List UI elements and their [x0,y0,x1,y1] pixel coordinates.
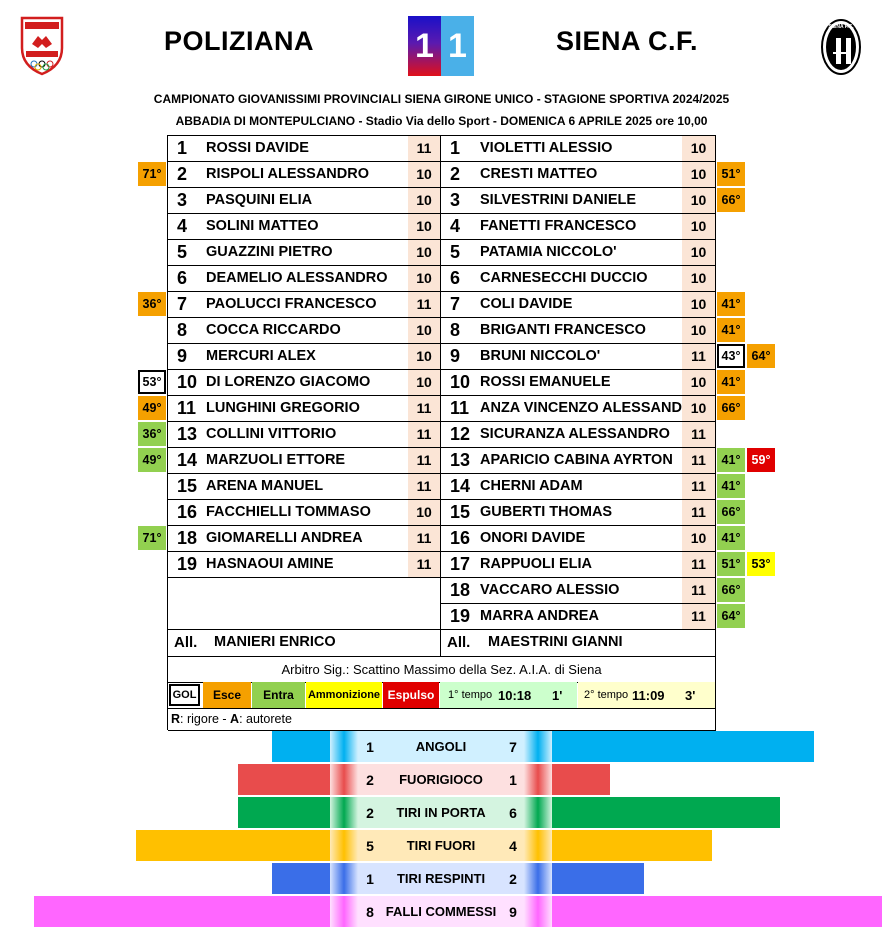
away-stat-value: 9 [509,903,517,920]
player-age: 10 [408,318,440,343]
player-number: 15 [177,475,198,496]
player-name: PATAMIA NICCOLO' [480,244,617,260]
player-age: 11 [682,344,715,369]
player-name: GUBERTI THOMAS [480,504,613,520]
away_players-player-row [441,187,715,213]
home_players-player-row [168,395,440,421]
championship-line: CAMPIONATO GIOVANISSIMI PROVINCIALI SIENA GIRONE UNICO - STAGIONE SPORTIVA 2024/2025 [153,92,730,106]
player-age: 10 [682,214,715,239]
second-half-time: 11:09 [632,687,665,703]
row-divider [441,135,716,136]
home-stat-value: 1 [366,870,374,887]
event-entra: 51° [717,552,745,576]
row-divider [168,213,440,214]
player-number: 11 [450,397,470,418]
second-half-box [578,682,715,708]
player-number: 16 [450,527,471,548]
home-stat-gradient [330,863,358,894]
away_players-player-row [441,239,715,265]
row-divider [168,447,440,448]
home-team-name: POLIZIANA [164,26,314,56]
player-name: MERCURI ALEX [206,348,316,364]
player-name: PASQUINI ELIA [206,192,313,208]
stat-label: TIRI FUORI [406,838,476,853]
away_players-player-row [441,473,715,499]
home_players-player-row [168,317,440,343]
stat-row [330,764,552,795]
player-age: 11 [408,474,440,499]
home-stat-bar [272,863,330,894]
player-age: 11 [682,552,715,577]
player-name: VIOLETTI ALESSIO [480,140,613,156]
home-stat-bar [238,797,330,828]
venue-line: ABBADIA DI MONTEPULCIANO - Stadio Via dello Sport - DOMENICA 6 APRILE 2025 ore 10,00 [175,114,708,128]
row-divider [168,343,440,344]
player-age: 10 [408,344,440,369]
event-esce: 66° [717,396,745,420]
player-number: 4 [177,215,188,236]
player-number: 3 [450,189,461,210]
player-age: 10 [682,526,715,551]
player-age: 11 [682,474,715,499]
home_players-player-row [168,525,440,551]
player-age: 10 [682,162,715,187]
row-divider [441,525,716,526]
first-half-box [440,682,577,708]
row-divider [168,577,440,578]
stat-label: FUORIGIOCO [399,772,483,787]
event-entra: 41° [717,526,745,550]
player-number: 13 [450,449,471,470]
player-name: ARENA MANUEL [206,478,324,494]
player-age: 10 [408,266,440,291]
first-half-time: 10:18 [498,687,532,703]
player-age: 10 [682,240,715,265]
player-number: 2 [177,163,188,184]
stat-row [330,797,552,828]
away-stat-bar [552,731,814,762]
legend-gol: GOL [169,684,200,706]
player-name: MARZUOLI ETTORE [206,452,346,468]
home_players-player-row [168,187,440,213]
event-esce: 41° [717,318,745,342]
player-age: 10 [408,214,440,239]
row-divider [441,291,716,292]
stat-label: FALLI COMMESSI [385,904,497,919]
player-age: 10 [682,188,715,213]
home_players-player-row [168,213,440,239]
home-stat-bar [238,764,330,795]
home-coach-name: MANIERI ENRICO [214,634,336,650]
away_players-player-row [441,213,715,239]
row-divider [168,239,440,240]
event-entra: 66° [717,500,745,524]
player-name: SICURANZA ALESSANDRO [480,426,670,442]
away-stat-gradient [524,764,552,795]
first-half-extra: 1' [552,687,563,703]
player-number: 19 [177,553,198,574]
event-entra: 71° [138,526,166,550]
row-divider [441,473,716,474]
player-age: 10 [682,266,715,291]
row-divider [168,187,440,188]
row-divider [168,525,440,526]
row-divider [168,265,440,266]
away-stat-gradient [524,830,552,861]
player-number: 19 [450,605,471,626]
player-name: CARNESECCHI DUCCIO [480,270,648,286]
player-number: 13 [177,423,198,444]
away_players-player-row [441,577,715,603]
player-number: 10 [450,371,471,392]
row-divider [441,447,716,448]
away_players-player-row [441,499,715,525]
away_players-player-row [441,317,715,343]
row-divider [441,239,716,240]
poliziana-logo [18,14,66,76]
away-stat-value: 7 [509,738,517,755]
away-stat-bar [552,797,780,828]
away_players-player-row [441,161,715,187]
player-name: MARRA ANDREA [480,608,599,624]
home_players-player-row [168,421,440,447]
player-number: 18 [450,579,471,600]
player-age: 11 [408,448,440,473]
away-coach-name: MAESTRINI GIANNI [488,634,623,650]
home_players-player-row [168,343,440,369]
player-age: 10 [408,162,440,187]
home_players-player-row [168,239,440,265]
player-number: 1 [177,137,188,158]
row-divider [168,161,440,162]
home_players-player-row [168,265,440,291]
player-age: 10 [682,292,715,317]
row-divider [441,421,716,422]
away-stat-bar [552,863,644,894]
player-name: APARICIO CABINA AYRTON [480,452,673,468]
player-name: HASNAOUI AMINE [206,556,334,572]
player-number: 18 [177,527,198,548]
home-stat-gradient [330,896,358,927]
stat-label: ANGOLI [415,739,467,754]
player-name: SILVESTRINI DANIELE [480,192,637,208]
away-stat-gradient [524,731,552,762]
player-age: 10 [408,240,440,265]
player-age: 10 [682,136,715,161]
event-entra: 49° [138,448,166,472]
stat-label: TIRI RESPINTI [396,871,486,886]
player-number: 14 [450,475,471,496]
legend-ammonizione: Ammonizione [306,682,382,708]
row-divider [168,499,440,500]
home_players-player-row [168,135,440,161]
player-name: DEAMELIO ALESSANDRO [206,270,388,286]
away_players-player-row [441,525,715,551]
row-divider [168,421,440,422]
player-number: 2 [450,163,461,184]
away-stat-value: 1 [509,771,517,788]
row-divider [441,369,716,370]
player-name: CHERNI ADAM [480,478,583,494]
event-esce: 41° [717,292,745,316]
away-stat-bar [552,830,712,861]
away-stat-gradient [524,797,552,828]
home-stat-bar [34,896,330,927]
note-r-text: : rigore - [180,712,231,726]
event-entra: 41° [717,474,745,498]
player-number: 1 [450,137,461,158]
player-number: 15 [450,501,471,522]
away_players-player-row [441,447,715,473]
home_players-player-row [168,551,440,577]
legend-row [168,682,715,708]
second-half-label: 2° tempo [584,689,629,701]
legend-esce: Esce [203,682,251,708]
event-esce: 66° [717,188,745,212]
away-coach-row [441,629,715,655]
legend-espulso: Espulso [383,682,439,708]
row-divider [441,161,716,162]
player-name: BRIGANTI FRANCESCO [480,322,646,338]
away_players-player-row [441,395,715,421]
row-divider [441,395,716,396]
player-name: ROSSI DAVIDE [206,140,309,156]
stat-row [330,731,552,762]
player-number: 7 [450,293,461,314]
player-name: ONORI DAVIDE [480,530,586,546]
player-number: 9 [450,345,461,366]
player-name: GIOMARELLI ANDREA [206,530,363,546]
home-stat-value: 1 [366,738,374,755]
home_players-player-row [168,161,440,187]
home_players-player-row [168,473,440,499]
player-age: 10 [682,370,715,395]
home-stat-gradient [330,797,358,828]
away_players-player-row [441,135,715,161]
second-half-extra: 3' [685,687,696,703]
player-number: 8 [177,319,188,340]
away-stat-gradient [524,896,552,927]
home-stat-bar [136,830,330,861]
row-divider [441,551,716,552]
home_players-player-row [168,291,440,317]
event-esce: 41° [717,370,745,394]
home_players-player-row [168,447,440,473]
event-entra: 41° [717,448,745,472]
player-number: 6 [450,267,461,288]
event-gol: 53° [138,370,166,394]
row-divider [168,395,440,396]
referee-row [168,656,715,682]
event-esce: 49° [138,396,166,420]
note-a-text: : autorete [239,712,292,726]
player-age: 11 [408,136,440,161]
player-age: 10 [682,318,715,343]
player-name: GUAZZINI PIETRO [206,244,333,260]
player-age: 10 [408,370,440,395]
away-stat-bar [552,764,610,795]
event-entra: 36° [138,422,166,446]
player-number: 17 [450,553,471,574]
event-esce: 51° [717,162,745,186]
row-divider [168,551,440,552]
row-divider [441,187,716,188]
player-age: 11 [682,448,715,473]
player-age: 11 [682,422,715,447]
player-age: 10 [682,396,715,421]
event-entra: 66° [717,578,745,602]
note-r: R [171,712,181,726]
stat-row [330,863,552,894]
player-number: 6 [177,267,188,288]
referee-text: Arbitro Sig.: Scattino Massimo della Sez. A.I.A. di Siena [281,661,602,677]
row-divider [168,473,440,474]
away-stat-bar [552,896,882,927]
player-name: VACCARO ALESSIO [480,582,620,598]
row-divider [168,369,440,370]
stat-row [330,830,552,861]
player-name: PAOLUCCI FRANCESCO [206,296,377,312]
player-number: 8 [450,319,461,340]
player-number: 14 [177,449,198,470]
player-age: 10 [408,188,440,213]
home_players-player-row [168,499,440,525]
event-espulso: 59° [747,448,775,472]
player-name: RAPPUOLI ELIA [480,556,592,572]
row-divider [441,577,716,578]
table-border [715,135,716,730]
stat-label: TIRI IN PORTA [396,805,486,820]
away-stat-value: 4 [509,837,517,854]
home-stat-value: 5 [366,837,374,854]
home-stat-value: 8 [366,903,374,920]
event-ammonizione: 53° [747,552,775,576]
home-stat-gradient [330,731,358,762]
event-entra: 64° [717,604,745,628]
legend-entra: Entra [252,682,305,708]
player-number: 9 [177,345,188,366]
player-name: CRESTI MATTEO [480,166,598,182]
event-gol: 43° [717,344,745,368]
row-divider [441,265,716,266]
row-divider [441,603,716,604]
row-divider [168,730,716,731]
player-age: 11 [682,578,715,603]
home-stat-value: 2 [366,804,374,821]
away_players-player-row [441,369,715,395]
event-esce: 64° [747,344,775,368]
player-number: 16 [177,501,198,522]
away_players-player-row [441,343,715,369]
player-name: BRUNI NICCOLO' [480,348,601,364]
away-team-name: SIENA C.F. [556,26,699,56]
player-name: SOLINI MATTEO [206,218,319,234]
player-number: 5 [177,241,188,262]
player-name: COLI DAVIDE [480,296,573,312]
home-stat-value: 2 [366,771,374,788]
event-esce: 36° [138,292,166,316]
away-stat-gradient [524,863,552,894]
row-divider [441,213,716,214]
player-number: 7 [177,293,188,314]
player-number: 3 [177,189,188,210]
row-divider [168,291,440,292]
away_players-player-row [441,603,715,629]
row-divider [168,317,440,318]
player-age: 11 [682,500,715,525]
away_players-player-row [441,551,715,577]
home-score: 1 [408,16,441,76]
first-half-label: 1° tempo [448,689,493,701]
away_players-player-row [441,265,715,291]
event-esce: 71° [138,162,166,186]
player-name: COCCA RICCARDO [206,322,341,338]
player-number: 4 [450,215,461,236]
home-stat-gradient [330,830,358,861]
player-name: RISPOLI ALESSANDRO [206,166,370,182]
home-logo-text: POLIZIANA [31,47,53,52]
note-a: A [230,712,240,726]
row-divider [168,135,440,136]
player-name: COLLINI VITTORIO [206,426,337,442]
row-divider [441,317,716,318]
home-coach-label: All. [174,633,198,651]
column-divider [440,135,441,656]
stat-row [330,896,552,927]
player-name: ANZA VINCENZO ALESSAND [480,400,682,416]
home-stat-bar [272,731,330,762]
player-number: 12 [450,423,471,444]
player-name: FANETTI FRANCESCO [480,218,637,234]
player-name: DI LORENZO GIACOMO [206,374,371,390]
away-stat-value: 6 [509,804,517,821]
player-number: 11 [177,397,197,418]
row-divider [441,343,716,344]
player-age: 11 [408,422,440,447]
home-stat-gradient [330,764,358,795]
player-name: ROSSI EMANUELE [480,374,611,390]
away-score: 1 [441,16,474,76]
player-age: 11 [408,396,440,421]
player-age: 11 [408,292,440,317]
home-coach-row [168,629,440,655]
player-name: FACCHIELLI TOMMASO [206,504,371,520]
away-coach-label: All. [447,633,471,651]
player-name: LUNGHINI GREGORIO [206,400,360,416]
away-logo-text: SIENA F.C. [828,24,854,30]
row-divider [441,499,716,500]
away_players-player-row [441,291,715,317]
player-age: 11 [682,604,715,629]
away_players-player-row [441,421,715,447]
player-number: 10 [177,371,198,392]
player-age: 11 [408,526,440,551]
note-row [168,708,715,730]
away-stat-value: 2 [509,870,517,887]
player-age: 10 [408,500,440,525]
player-age: 11 [408,552,440,577]
home_players-player-row [168,369,440,395]
player-number: 5 [450,241,461,262]
